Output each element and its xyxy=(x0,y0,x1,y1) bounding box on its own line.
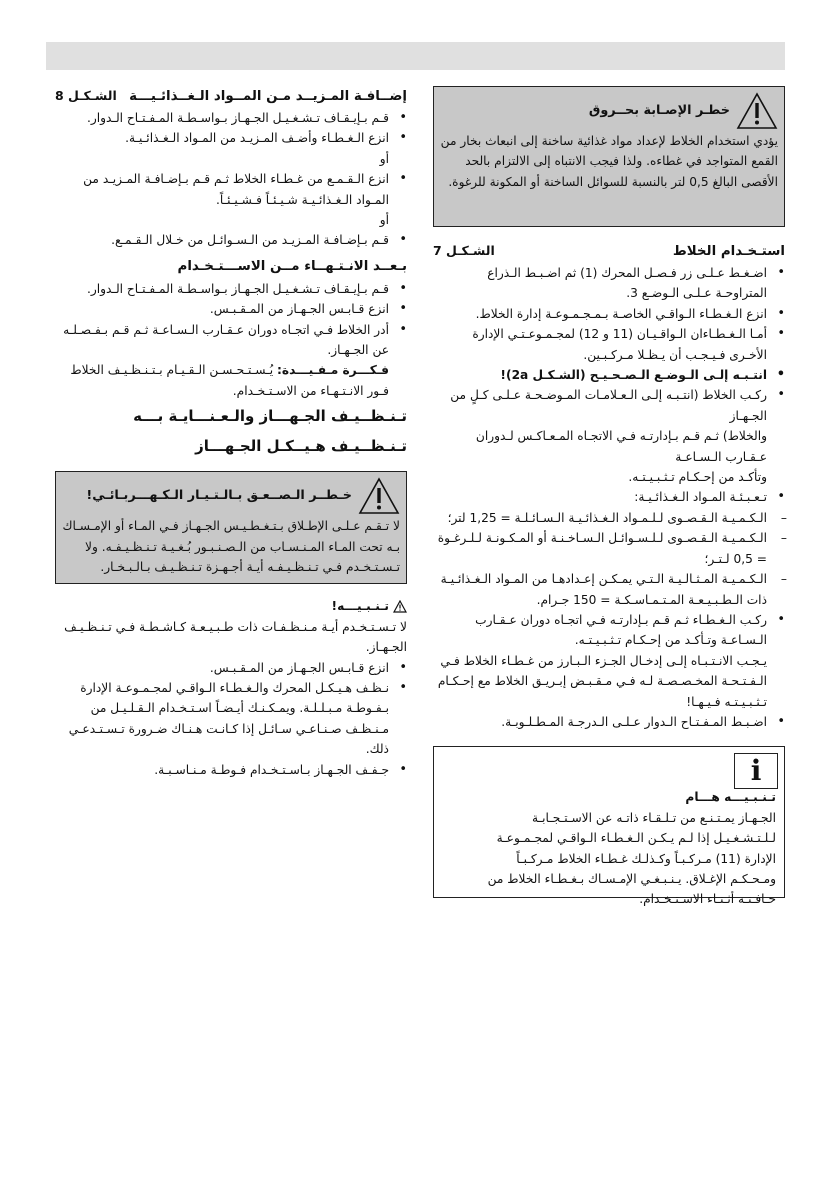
list-item: أو xyxy=(379,213,389,228)
list-item: • انزع الـغـطـاء وأضـف المـزيـد من المـواد الـغـذائـيـة. xyxy=(55,128,389,148)
using-blender-steps xyxy=(433,263,785,508)
using-blender-steps-2 xyxy=(433,610,785,732)
list-item: والخلاط) ثـم قـم بـإدارتـه فـي الاتجـاه المـعـاكـس لـدوران عـقـارب الـسـاعـة xyxy=(475,429,767,464)
tip xyxy=(55,360,389,401)
adding-more-heading xyxy=(55,86,407,108)
list-item: • قـم بـإضـافـة المـزيـد من الـسـوائـل من خـلال الـقـمـع. xyxy=(55,230,389,250)
list-item: • انزع قـابـس الجـهـاز من المـقـبـس. xyxy=(55,658,389,678)
list-item: • انتـبـه إلـى الـوضـع الـصـحـيـح (الشـكـل 2a)! xyxy=(433,365,767,385)
tip-text: يُـسـتـحـسـن الـقـيـام بـتـنـظـيـف الخلاط فـور الانـتـهـاء من الاسـتـخـدام. xyxy=(70,363,389,398)
figure-ref: الشـكـل 8 xyxy=(55,88,117,103)
list-item: • انزع قـابـس الجـهـاز من المـقـبـس. xyxy=(55,299,389,319)
quantity-item: – الـكـمـيـة المـثـالـيـة الـتـي يمـكـن إعـدادهـا من المـواد الـغـذائـيـة ذات الـطـبـيـعـة المـتـمـاسـكـة = 150 جـرام. xyxy=(433,569,767,610)
list-item: أو xyxy=(379,151,389,166)
shock-warning-body: لا تـقـم عـلـى الإطـلاق بـتـغـطـيـس الجـهـاز فـي المـاء أو الإمـسـاك بـه تحت المـاء المـنـسـاب من الـصـنـبـور بُـغـيـة تـنـظـيـفـه. ولا تـسـتـخـدم فـي تـنـظـيـفـه أيـة أجـهـزة تـنـظـيـف بـالـبـخـار. xyxy=(62,519,400,575)
list-item: وتأكـد من إحـكـام تـثـبـيـتـه. xyxy=(628,470,767,485)
list-item: • ركـب الخلاط (انتـبـه إلـى الـعـلامـات المـوضـحـة عـلـى كـلٍ من الجـهـاز xyxy=(433,385,767,426)
important-note-title: تـنـبـيـــه هـــام xyxy=(685,790,776,805)
burn-warning-body: يؤدي استخدام الخلاط لإعداد مواد غذائية ساخنة إلى انبعاث بخار من القمع المتواجد في غطاءه. ولذا فيجب الانتباه إلى الالتزام بالحد الأقصى البالغ 0,5 لتر بالنسبة للسوائل الساخنة أو المكونة للرغوة. xyxy=(440,134,778,189)
list-item: • انزع الـغـطـاء الـواقـي الخاصـة بـمـجـمـوعـة إدارة الخلاط. xyxy=(433,304,767,324)
list-item: • أدر الخلاط فـي اتجـاه دوران عـقـارب الـسـاعـة ثـم قـم بـفـصـلـه عن الجـهـاز. xyxy=(55,320,389,361)
shock-warning-box xyxy=(55,471,407,584)
important-note-box xyxy=(433,746,785,907)
small-warning-icon xyxy=(393,600,407,613)
after-use-heading xyxy=(55,257,407,279)
info-icon: i xyxy=(734,753,778,789)
section-title: إضــافـة المـزيــد مـن المــواد الـغــذائـيـــة xyxy=(129,89,407,104)
warning-triangle-icon xyxy=(358,477,400,515)
body-cleaning-heading: تـنـظــيـف هـيــكـل الجـهـــاز xyxy=(195,437,407,456)
quantity-item: – الـكـمـيـة الـقـصـوى لـلـمـواد الـغـذائـيـة الـسـائـلـة = 1,25 لتر؛ xyxy=(433,508,767,528)
left-column xyxy=(55,86,407,780)
list-item: • اضـبـط المـفـتـاح الـدوار عـلـى الـدرجـة المـطـلـوبـة. xyxy=(433,712,767,732)
list-item: يـجـب الانـتـبـاه إلـى إدخـال الجـزء الـبـارز من غـطـاء الخلاط فـي الـفـتـحـة المخـصـصـة لـه فـي مـقـبـض إبـريـق الخلاط مع إحـكـام تـثـبـيـتـه فـيـهـا! xyxy=(437,653,767,709)
figure-ref: الشـكـل 7 xyxy=(433,243,495,258)
burn-warning-title: خطـر الإصـابة بحــروق xyxy=(588,102,730,118)
adding-more-steps xyxy=(55,108,407,251)
list-item: • أمـا الـغـطـاءان الـواقـيـان (11 و 12) لمجـمـوعـتـي الإدارة الأخـرى فـيـجـب أن يـظـلا مـركـبـين. xyxy=(433,324,767,365)
using-blender-heading xyxy=(433,241,785,263)
quantity-item: – الـكـمـيـة الـقـصـوى لـلـسـوائـل الـسـاخـنـة أو المـكـونـة لـلـرغـوة = 0,5 لـتـر؛ xyxy=(433,528,767,569)
warning-triangle-icon xyxy=(736,92,778,130)
list-item: • جـفـف الجـهـاز بـاسـتـخـدام فـوطـة مـنـاسـبـة. xyxy=(55,760,389,780)
burn-warning-box xyxy=(433,86,785,227)
list-item: • انزع الـقـمـع من غـطـاء الخلاط ثـم قـم بـإضـافـة المـزيـد من المـواد الـغـذائـيـة شـيـئـاً فـشـيـئـاً. xyxy=(55,169,389,210)
tip-label: فـكـــرة مـفـيـــدة: xyxy=(277,363,389,378)
cleaning-steps xyxy=(55,658,407,780)
right-column xyxy=(433,86,785,907)
section-title: بـعــد الانـتـهــاء مــن الاســـتـخـدام xyxy=(177,258,407,274)
cleaning-heading: تـنـظــيـف الجـهـــاز والـعـنـــايـة بـــه xyxy=(133,407,407,426)
list-item: • قـم بـإيـقـاف تـشـغـيـل الجـهـاز بـواسـطـة المـفـتـاح الـدوار. xyxy=(55,108,389,128)
section-title: استـخـدام الخلاط xyxy=(672,244,785,259)
list-item: • تـعـبـئـة المـواد الـغـذائـيـة: xyxy=(433,487,767,507)
after-use-steps xyxy=(55,279,407,401)
header-bar xyxy=(46,42,785,70)
list-item: • نـظـف هـيـكـل المحرك والـغـطـاء الـواقـي لمجـمـوعـة الإدارة بـفـوطـة مـبـلـلـة. ويمـكـنـك أيـضـاً اسـتـخـدام الـقـلـيـل من مـنـظـف صـنـاعـي سـائـل إذا كـانـت هـنـاك ضـرورة تـسـتـدعـي ذلك. xyxy=(55,678,389,760)
list-item: • ركـب الـغـطـاء ثـم قـم بـإدارتـه فـي اتجـاه دوران عـقـارب الـسـاعـة وتـأكـد من إحـكـام تـثـبـيـتـه. xyxy=(433,610,767,651)
shock-warning-title: خـطــر الـصــعـق بـالـتـيـار الـكـهـــربـائـي! xyxy=(86,488,352,504)
important-note-body: الجـهـاز يمـتـنـع من تـلـقـاء ذاتـه عن الاسـتـجـابـة لـلـتـشـغـيـل إذا لـم يـكـن الـغـطـاء الـواقـي لمجـمـوعـة الإدارة (11) مـركـبـاً وكـذلـك غـطـاء الخلاط مـركـبـاً ومـحـكـم الإغـلاق. يـنـبـغـي الإمـسـاك بـغـطـاء الخلاط من حـافـتـه أثـنـاء الاسـتـخـدام. xyxy=(487,810,776,907)
caution-title: تـنـبـيـــه! xyxy=(331,599,389,614)
list-item: • قـم بـإيـقـاف تـشـغـيـل الجـهـاز بـواسـطـة المـفـتـاح الـدوار. xyxy=(55,279,389,299)
caution-heading xyxy=(55,596,407,616)
filling-quantities xyxy=(433,508,789,610)
list-item: • اضـغـط عـلـى زر فـصـل المحرك (1) ثم اضـبـط الـذراع المتراوحـة عـلـى الـوضـع 3. xyxy=(433,263,767,304)
caution-body: لا تـسـتـخـدم أيـة مـنـظـفـات ذات طـبـيـعـة كـاشـطـة فـي تـنـظـيـف الجـهـاز. xyxy=(64,619,407,655)
